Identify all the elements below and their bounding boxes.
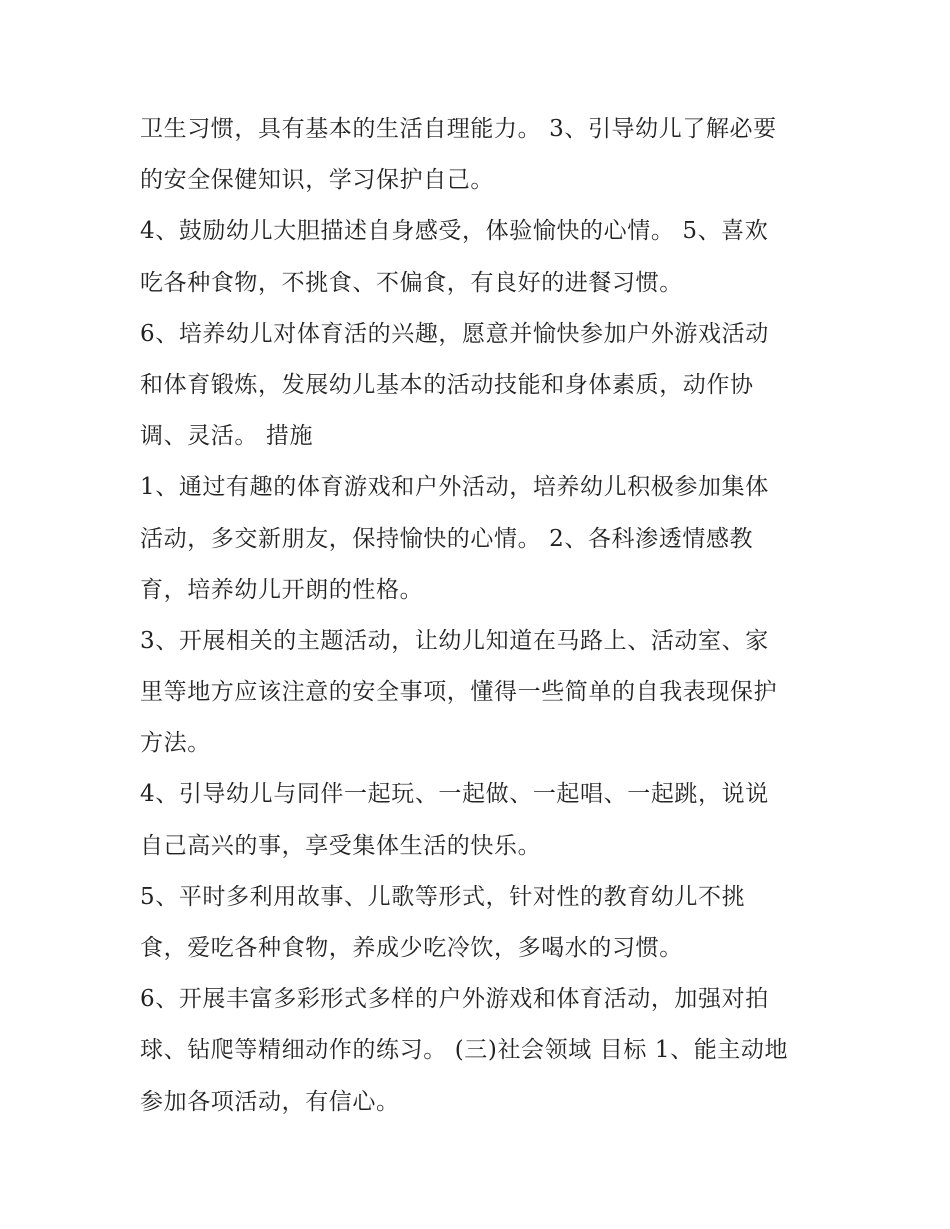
text-line: 参加各项活动，有信心。 bbox=[140, 1088, 400, 1115]
text-line: 4、引导幼儿与同伴一起玩、一起做、一起唱、一起跳，说说 bbox=[140, 781, 769, 808]
text-line: 6、培养幼儿对体育活的兴趣，愿意并愉快参加户外游戏活动 bbox=[140, 320, 769, 347]
text-line: 3、开展相关的主题活动，让幼儿知道在马路上、活动室、家 bbox=[140, 627, 769, 654]
text-line: 吃各种食物，不挑食、不偏食，有良好的进餐习惯。 bbox=[140, 269, 683, 296]
text-line: 自己高兴的事，享受集体生活的快乐。 bbox=[140, 832, 542, 859]
text-line: 卫生习惯，具有基本的生活自理能力。 3、引导幼儿了解必要 bbox=[140, 116, 777, 142]
text-line: 活动，多交新朋友，保持愉快的心情。 2、各科渗透情感教 bbox=[140, 525, 754, 552]
text-line: 1、通过有趣的体育游戏和户外活动，培养幼儿积极参加集体 bbox=[140, 474, 769, 501]
text-line: 和体育锻炼，发展幼儿基本的活动技能和身体素质，动作协 bbox=[140, 371, 754, 398]
text-line: 里等地方应该注意的安全事项，懂得一些简单的自我表现保护 bbox=[140, 679, 778, 706]
text-line: 的安全保健知识，学习保护自己。 bbox=[140, 167, 494, 194]
text-line: 食，爱吃各种食物，养成少吃冷饮，多喝水的习惯。 bbox=[140, 935, 683, 961]
text-line: 4、鼓励幼儿大胆描述自身感受，体验愉快的心情。 5、喜欢 bbox=[140, 218, 769, 245]
text-line: 球、钻爬等精细动作的练习。 (三)社会领域 目标 1、能主动地 bbox=[140, 1037, 789, 1064]
text-line: 5、平时多利用故事、儿歌等形式，针对性的教育幼儿不挑 bbox=[140, 883, 746, 910]
document-body bbox=[140, 104, 812, 1128]
text-line: 调、灵活。 措施 bbox=[140, 423, 314, 450]
text-line: 育，培养幼儿开朗的性格。 bbox=[140, 576, 424, 603]
text-line: 6、开展丰富多彩形式多样的户外游戏和体育活动，加强对拍 bbox=[140, 986, 769, 1013]
text-line: 方法。 bbox=[140, 730, 211, 757]
